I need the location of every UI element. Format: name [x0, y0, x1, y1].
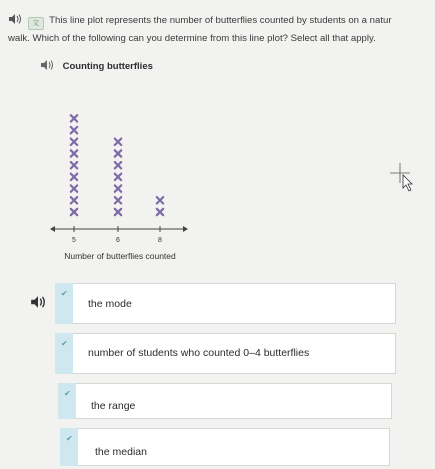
- choice-label: number of students who counted 0–4 butterflies: [88, 347, 310, 359]
- x-mark-6-2: [115, 197, 121, 203]
- question-line-1: This line plot represents the number of butterflies counted by students on a natur: [49, 15, 392, 26]
- x-mark-5-4: [71, 174, 77, 180]
- number-line-right-arrow: [183, 226, 188, 232]
- number-line-left-arrow: [50, 226, 55, 232]
- choice-checkbox[interactable]: [58, 383, 76, 419]
- chart-title: Counting butterflies: [62, 61, 153, 72]
- x-mark-5-1: [71, 209, 77, 215]
- x-mark-5-9: [71, 115, 77, 121]
- choice-checkbox[interactable]: [55, 283, 73, 324]
- x-mark-5-6: [71, 150, 77, 156]
- plot-marks: [71, 115, 163, 215]
- choice-the-mode[interactable]: [55, 283, 396, 324]
- check-icon: ✔: [61, 339, 68, 348]
- x-mark-6-3: [115, 185, 121, 191]
- choice-label: the mode: [88, 298, 132, 310]
- check-icon: ✔: [61, 289, 68, 298]
- choice-label: the median: [95, 446, 147, 458]
- x-mark-6-4: [115, 174, 121, 180]
- check-icon: ✔: [66, 434, 73, 443]
- cursor-icon: [390, 163, 412, 191]
- x-mark-5-8: [71, 127, 77, 133]
- tick-label-6: 6: [116, 237, 120, 244]
- x-mark-5-5: [71, 162, 77, 168]
- choice-the-range[interactable]: [58, 383, 392, 419]
- x-mark-8-2: [157, 197, 163, 203]
- x-axis-label: Number of butterflies counted: [64, 251, 176, 261]
- x-mark-5-7: [71, 139, 77, 145]
- question-line-2: walk. Which of the following can you determine from this line plot? Select all that apply.: [8, 33, 376, 44]
- choice-students-0-4[interactable]: [55, 333, 396, 374]
- choice-the-median[interactable]: [60, 428, 390, 466]
- translate-icon[interactable]: 文: [28, 17, 44, 30]
- choice-label: the range: [91, 400, 136, 412]
- x-mark-6-7: [115, 139, 121, 145]
- choices-speaker-icon[interactable]: [30, 296, 46, 308]
- x-mark-6-5: [115, 162, 121, 168]
- choice-checkbox[interactable]: [55, 333, 73, 374]
- x-mark-6-1: [115, 209, 121, 215]
- check-icon: ✔: [64, 389, 71, 398]
- x-mark-5-2: [71, 197, 77, 203]
- x-mark-6-6: [115, 150, 121, 156]
- tick-label-5: 5: [72, 237, 76, 244]
- x-mark-5-3: [71, 185, 77, 191]
- x-mark-8-1: [157, 209, 163, 215]
- choice-checkbox[interactable]: [60, 428, 78, 466]
- tick-label-8: 8: [158, 237, 162, 244]
